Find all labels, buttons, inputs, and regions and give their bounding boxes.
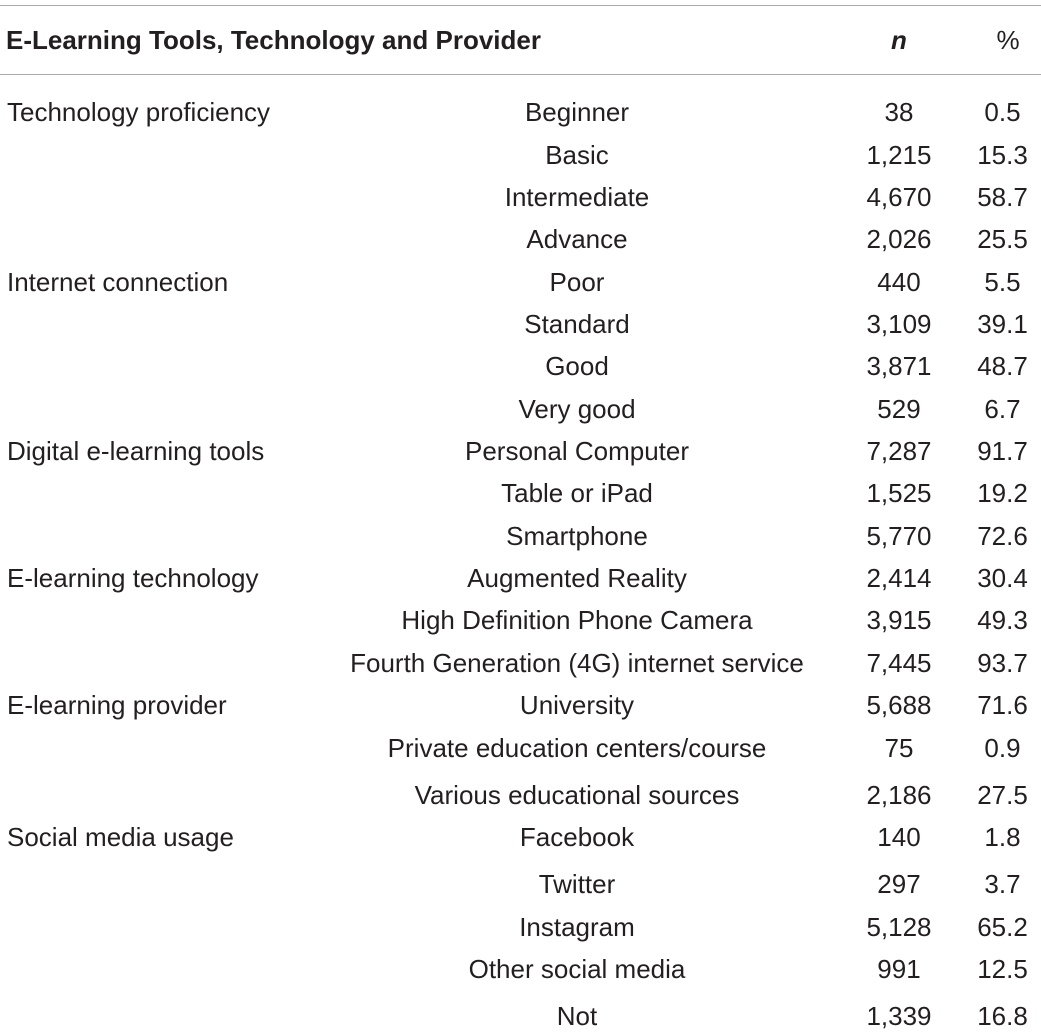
row-n: 529 xyxy=(877,394,921,424)
row-n: 1,525 xyxy=(866,478,932,508)
row-percent: 49.3 xyxy=(977,605,1028,635)
row-option: Not xyxy=(556,1001,598,1031)
row-option: Good xyxy=(545,351,609,381)
row-percent: 65.2 xyxy=(977,912,1028,942)
row-n: 3,109 xyxy=(866,309,932,339)
row-category: Technology proficiency xyxy=(7,97,271,127)
row-category: Internet connection xyxy=(7,267,229,297)
row-percent: 39.1 xyxy=(977,309,1028,339)
row-n: 1,339 xyxy=(866,1001,932,1031)
row-option: Poor xyxy=(549,267,605,297)
row-percent: 27.5 xyxy=(977,780,1028,810)
row-option: Various educational sources xyxy=(414,780,740,810)
row-n: 1,215 xyxy=(866,140,932,170)
row-percent: 6.7 xyxy=(984,394,1021,424)
row-category: Social media usage xyxy=(7,822,234,852)
row-percent: 58.7 xyxy=(977,182,1028,212)
row-category: E-learning provider xyxy=(7,690,227,720)
row-n: 2,186 xyxy=(866,780,932,810)
row-option: Beginner xyxy=(524,97,630,127)
row-n: 3,915 xyxy=(866,605,932,635)
row-percent: 19.2 xyxy=(977,478,1028,508)
row-n: 4,670 xyxy=(866,182,932,212)
row-option: Instagram xyxy=(519,912,635,942)
row-n: 75 xyxy=(884,733,914,763)
header-n: n xyxy=(891,25,907,55)
row-percent: 15.3 xyxy=(977,140,1028,170)
row-percent: 16.8 xyxy=(977,1001,1028,1031)
row-percent: 0.5 xyxy=(984,97,1021,127)
row-category: E-learning technology xyxy=(7,563,259,593)
row-percent: 25.5 xyxy=(977,224,1028,254)
row-option: Augmented Reality xyxy=(467,563,687,593)
row-n: 7,287 xyxy=(866,436,932,466)
row-option: Smartphone xyxy=(506,521,648,551)
row-percent: 93.7 xyxy=(977,648,1028,678)
row-n: 440 xyxy=(877,267,921,297)
row-n: 991 xyxy=(877,954,921,984)
row-percent: 1.8 xyxy=(984,822,1021,852)
row-n: 5,688 xyxy=(866,690,932,720)
table-top-rule xyxy=(0,5,1041,6)
row-option: Private education centers/course xyxy=(387,733,767,763)
row-n: 5,770 xyxy=(866,521,932,551)
row-option: Personal Computer xyxy=(465,436,689,466)
row-n: 3,871 xyxy=(866,351,932,381)
row-n: 140 xyxy=(877,822,921,852)
row-percent: 0.9 xyxy=(984,733,1021,763)
row-n: 7,445 xyxy=(866,648,932,678)
row-option: Table or iPad xyxy=(501,478,653,508)
header-bottom-rule xyxy=(0,74,1041,75)
row-option: Very good xyxy=(518,394,636,424)
row-percent: 12.5 xyxy=(977,954,1028,984)
header-percent: % xyxy=(996,25,1020,55)
row-option: Fourth Generation (4G) internet service xyxy=(350,648,804,678)
row-option: Twitter xyxy=(538,869,616,899)
row-n: 2,026 xyxy=(866,224,932,254)
row-percent: 91.7 xyxy=(977,436,1028,466)
row-n: 297 xyxy=(877,869,921,899)
row-percent: 71.6 xyxy=(977,690,1028,720)
row-percent: 5.5 xyxy=(984,267,1021,297)
row-option: Basic xyxy=(545,140,609,170)
row-category: Digital e-learning tools xyxy=(7,436,265,466)
row-option: Other social media xyxy=(468,954,686,984)
header-title: E-Learning Tools, Technology and Provider xyxy=(6,25,541,55)
row-option: Standard xyxy=(524,309,630,339)
row-n: 38 xyxy=(884,97,914,127)
row-option: High Definition Phone Camera xyxy=(401,605,753,635)
row-percent: 30.4 xyxy=(977,563,1028,593)
row-n: 2,414 xyxy=(866,563,932,593)
row-percent: 72.6 xyxy=(977,521,1028,551)
row-option: Facebook xyxy=(519,822,635,852)
row-n: 5,128 xyxy=(866,912,932,942)
row-percent: 48.7 xyxy=(977,351,1028,381)
row-option: Advance xyxy=(526,224,628,254)
row-option: University xyxy=(519,690,635,720)
row-option: Intermediate xyxy=(504,182,650,212)
row-percent: 3.7 xyxy=(984,869,1021,899)
